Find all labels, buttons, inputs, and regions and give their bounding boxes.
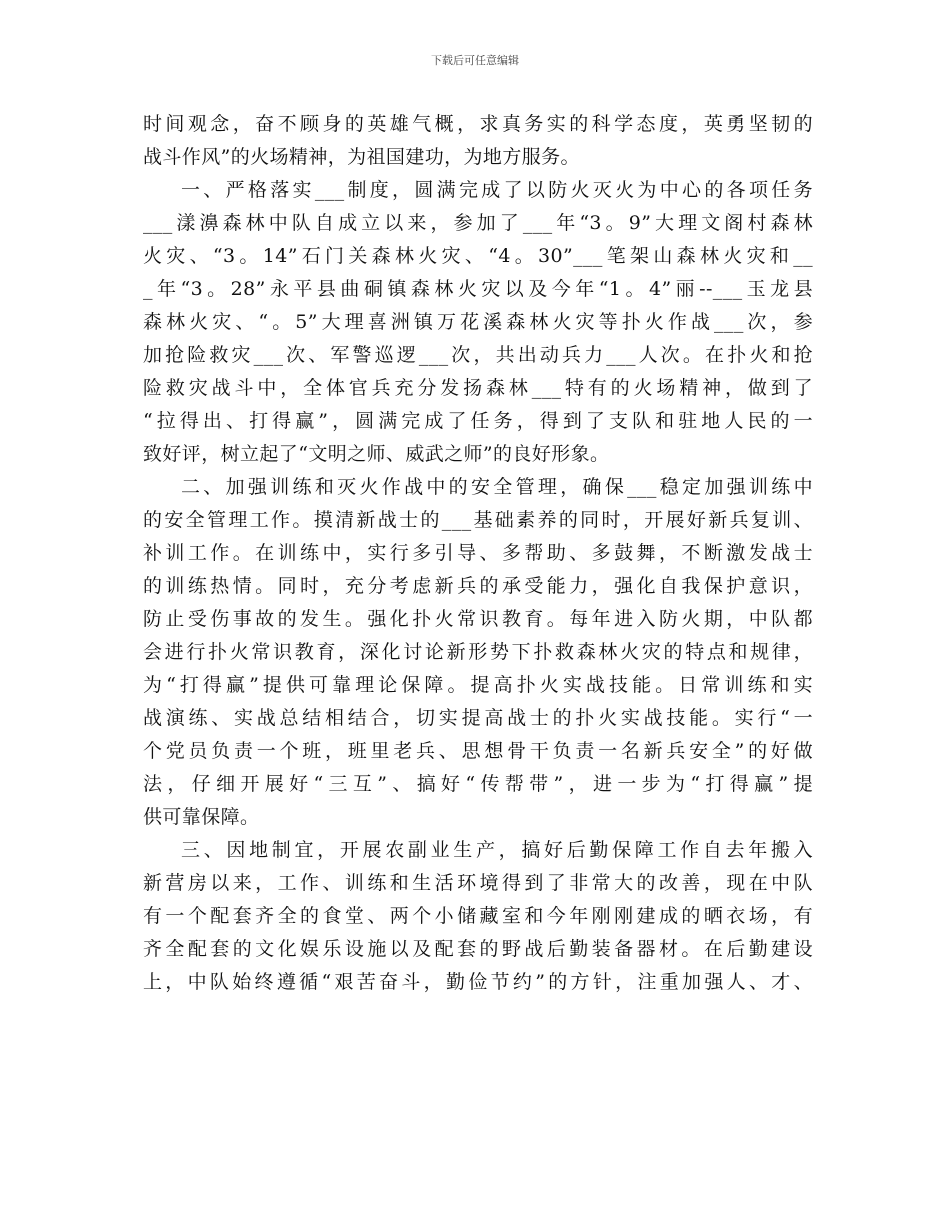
text-line: 森林火灾、“。5”大理喜洲镇万花溪森林火灾等扑火作战___次，参 [143, 311, 813, 333]
section-heading-line: 二、加强训练和灭火作战中的安全管理，确保___稳定加强训练中 [181, 476, 813, 498]
text-line: “拉得出、打得赢”，圆满完成了任务，得到了支队和驻地人民的一 [143, 410, 813, 432]
text-line: 加抢险救灾___次、军警巡逻___次，共出动兵力___人次。在扑火和抢 [143, 344, 813, 366]
text-line: 上，中队始终遵循“艰苦奋斗，勤俭节约”的方针，注重加强人、才、 [143, 971, 813, 993]
text-line: 会进行扑火常识教育，深化讨论新形势下扑救森林火灾的特点和规律， [143, 641, 813, 663]
text-line: 防止受伤事故的发生。强化扑火常识教育。每年进入防火期，中队都 [143, 608, 813, 630]
text-line: 火灾、“3。14”石门关森林火灾、“4。30”___笔架山森林火灾和__ [143, 245, 813, 267]
section-heading-line: 一、严格落实___制度，圆满完成了以防火灭火为中心的各项任务 [181, 179, 813, 201]
page-header-note: 下载后可任意编辑 [431, 54, 519, 67]
text-line: 为“打得赢”提供可靠理论保障。提高扑火实战技能。日常训练和实 [143, 674, 813, 696]
text-line: 补训工作。在训练中，实行多引导、多帮助、多鼓舞，不断激发战士 [143, 542, 813, 564]
text-line: 齐全配套的文化娱乐设施以及配套的野战后勤装备器材。在后勤建设 [143, 938, 813, 960]
text-line: 的训练热情。同时，充分考虑新兵的承受能力，强化自我保护意识， [143, 575, 813, 597]
text-line: 时间观念，奋不顾身的英雄气概，求真务实的科学态度，英勇坚韧的 [143, 113, 813, 135]
text-line: 新营房以来，工作、训练和生活环境得到了非常大的改善，现在中队 [143, 872, 813, 894]
text-line: 供可靠保障。 [143, 806, 260, 828]
text-line: 险救灾战斗中，全体官兵充分发扬森林___特有的火场精神，做到了 [143, 377, 813, 399]
section-heading-line: 三、因地制宜，开展农副业生产，搞好后勤保障工作自去年搬入 [181, 839, 813, 861]
text-line: 战斗作风”的火场精神，为祖国建功，为地方服务。 [143, 146, 580, 168]
document-body [143, 108, 813, 999]
text-line: 法，仔细开展好“三互”、搞好“传帮带”，进一步为“打得赢”提 [143, 773, 813, 795]
text-line: 有一个配套齐全的食堂、两个小储藏室和今年刚刚建成的晒衣场，有 [143, 905, 813, 927]
text-line: 战演练、实战总结相结合，切实提高战士的扑火实战技能。实行“一 [143, 707, 813, 729]
text-line: ___漾濞森林中队自成立以来，参加了___年“3。9”大理文阁村森林 [143, 212, 813, 234]
text-line: 个党员负责一个班，班里老兵、思想骨干负责一名新兵安全”的好做 [143, 740, 813, 762]
text-line: 的安全管理工作。摸清新战士的___基础素养的同时，开展好新兵复训、 [143, 509, 813, 531]
text-line: _年“3。28”永平县曲硐镇森林火灾以及今年“1。4”丽--___玉龙县 [143, 278, 813, 300]
text-line: 致好评，树立起了“文明之师、威武之师”的良好形象。 [143, 443, 610, 465]
